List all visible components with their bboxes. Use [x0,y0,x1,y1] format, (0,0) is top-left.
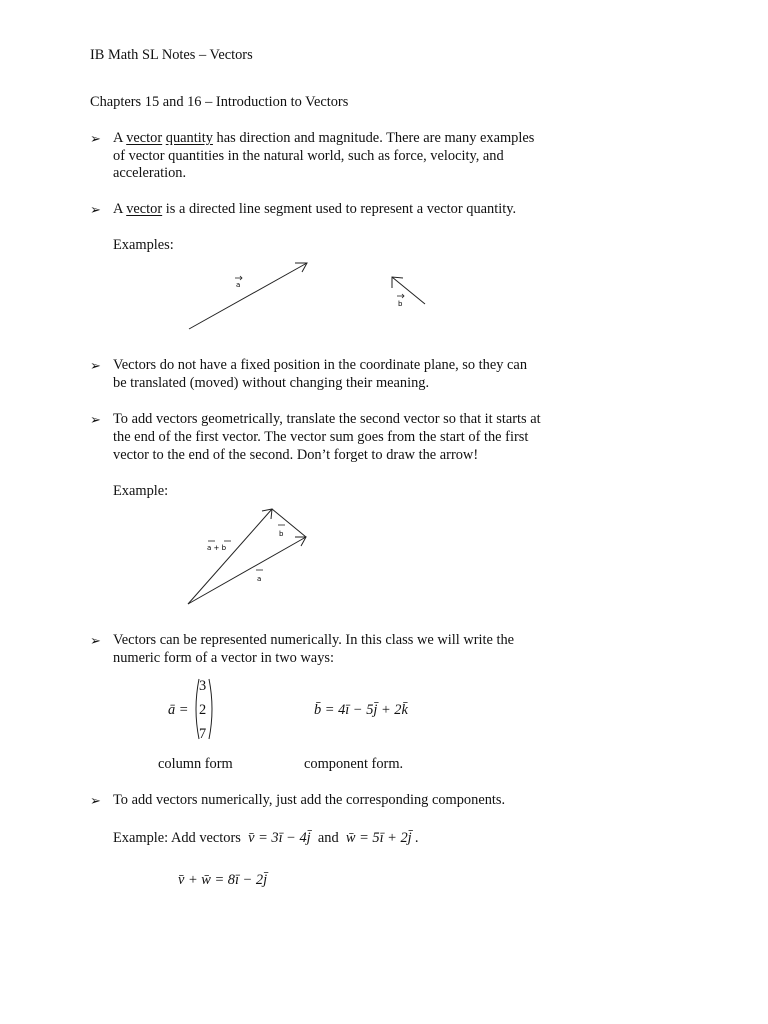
component-form-expression: b̄ = 4ī − 5j̄ + 2k̄ [314,702,408,718]
addition-result: v̄ + w̄ = 8ī − 2j̄ [178,872,268,888]
bullet-1-line-1: A vector quantity has direction and magnitude. There are many examples [113,130,535,146]
term-vector: vector [126,201,163,217]
term-quantity: quantity [165,130,213,146]
vector-b-arrow [272,509,306,537]
svg-text:b: b [279,530,284,538]
bullet-4-line-2: the end of the first vector. The vector sum goes from the start of the first [113,429,529,445]
bullet-3-line-1: Vectors do not have a fixed position in the coordinate plane, so they can [113,357,528,373]
vector-a-arrow [188,537,306,604]
sum-vector-arrow [188,509,272,604]
chapter-heading: Chapters 15 and 16 – Introduction to Vectors [90,94,349,110]
bullet-1-line-3: acceleration. [113,165,187,181]
bullet-5-line-1: Vectors can be represented numerically. In this class we will write the [113,632,515,648]
vector-a-label [235,276,242,289]
component-form-caption: component form. [304,756,404,772]
bullet-4-line-1: To add vectors geometrically, translate the second vector so that it starts at [113,411,541,427]
arrowhead-bullet-icon: ➢ [90,202,101,217]
column-form-caption: column form [158,756,233,772]
arrowhead-bullet-icon: ➢ [90,358,101,373]
addition-a-label [256,570,263,583]
vector-w-definition: w̄ = 5ī + 2j̄ . [345,830,419,846]
bullet-2-line-1: A vector is a directed line segment used to represent a vector quantity. [113,201,517,217]
bullet-6-line-1: To add vectors numerically, just add the corresponding components. [113,792,506,808]
bullet-5-line-2: numeric form of a vector in two ways: [113,650,334,666]
arrowhead-bullet-icon: ➢ [90,131,101,146]
example-label: Example: [113,483,169,499]
column-entry-1: 3 [199,678,207,694]
column-entry-3: 7 [199,726,207,742]
column-entry-2: 2 [199,702,207,718]
svg-text:a + b: a + b [207,544,227,552]
addition-example-line: Example: Add vectors v̄ = 3ī − 4j̄ and w̄ = 5ī + 2j̄ . [113,830,419,846]
term-vector: vector [126,130,163,146]
vector-addition-diagram [188,509,306,604]
vector-a-arrow [189,263,307,329]
document-title: IB Math SL Notes – Vectors [90,47,253,63]
sum-label [207,541,231,552]
arrowhead-bullet-icon: ➢ [90,412,101,427]
vector-v-definition: v̄ = 3ī − 4j̄ [248,830,311,846]
bullet-3-line-2: be translated (moved) without changing their meaning. [113,375,430,391]
svg-text:a: a [257,575,262,583]
svg-text:a: a [236,281,241,289]
addition-b-label [278,525,285,538]
examples-label: Examples: [113,237,174,253]
arrowhead-bullet-icon: ➢ [90,793,101,808]
arrowhead-bullet-icon: ➢ [90,633,101,648]
svg-text:b: b [398,300,403,308]
vector-b-arrow [392,277,425,304]
column-form-lhs: ā = [168,702,189,718]
bullet-4-line-3: vector to the end of the second. Don’t forget to draw the arrow! [113,447,479,463]
bullet-1-line-2: of vector quantities in the natural world, such as force, velocity, and [113,148,504,164]
vector-b-label [397,294,404,308]
